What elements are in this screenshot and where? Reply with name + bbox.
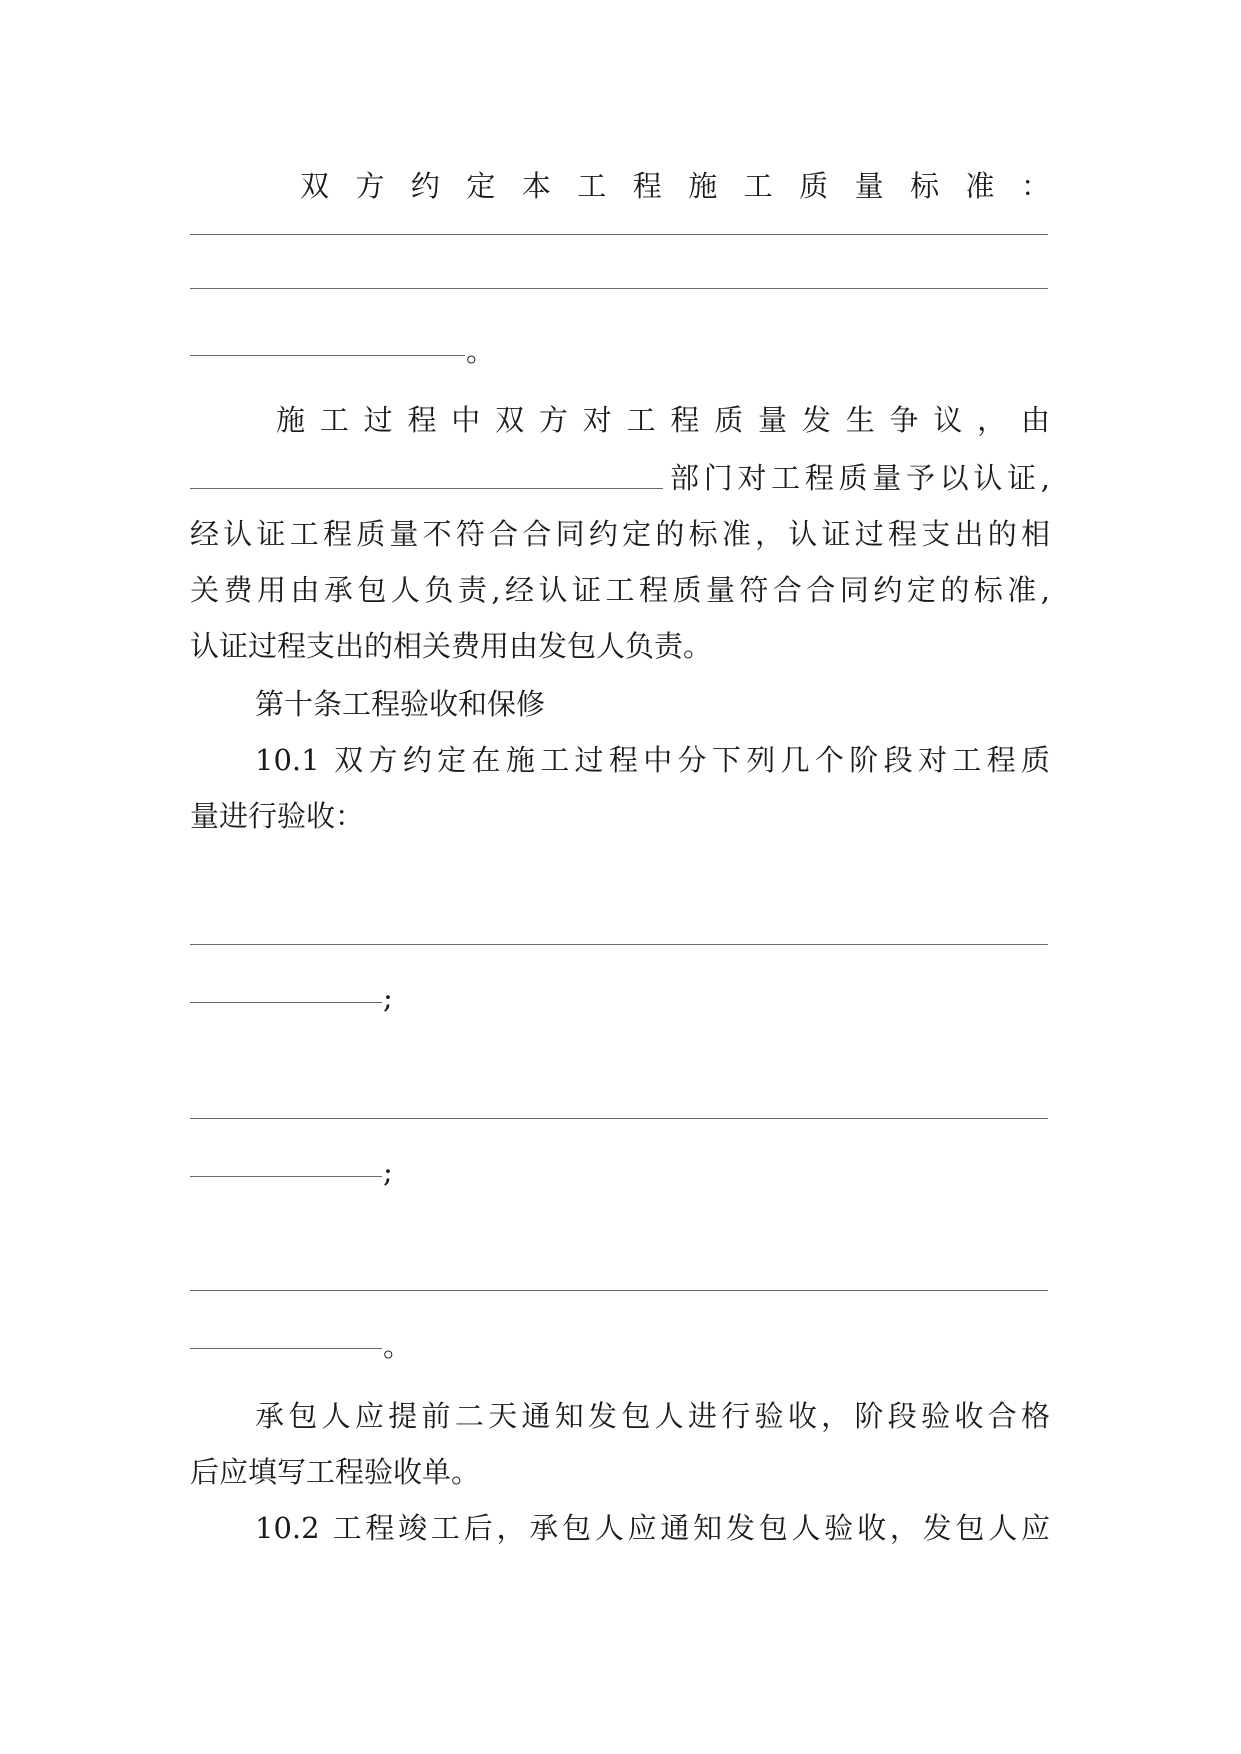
dispute-line-5: 认证过程支出的相关费用由发包人负责。 <box>190 629 713 663</box>
fill-in-blank[interactable] <box>190 488 663 489</box>
end-punctuation: 。 <box>383 1329 413 1363</box>
end-punctuation: ; <box>383 981 393 1015</box>
fill-in-blank[interactable] <box>190 1176 382 1177</box>
fill-in-blank[interactable] <box>190 234 1048 235</box>
clause-10-2-line-1: 10.2 工程竣工后，承包人应通知发包人验收，发包人应 <box>255 1511 1050 1545</box>
quality-standard-line: 双方约定本工程施工质量标准： <box>300 169 1050 203</box>
dispute-line-1: 施工过程中双方对工程质量发生争议，由 <box>276 403 1050 437</box>
clause-10-1-line-1: 10.1 双方约定在施工过程中分下列几个阶段对工程质 <box>255 743 1050 777</box>
dispute-line-2-tail: 部门对工程质量予以认证, <box>670 461 1050 495</box>
fill-in-blank[interactable] <box>190 944 1048 945</box>
fill-in-blank[interactable] <box>190 1002 382 1003</box>
fill-in-blank[interactable] <box>190 1348 382 1349</box>
fill-in-blank[interactable] <box>190 1290 1048 1291</box>
dispute-line-3: 经认证工程质量不符合合同约定的标准，认证过程支出的相 <box>190 517 1050 551</box>
article-10-heading: 第十条工程验收和保修 <box>255 687 546 721</box>
fill-in-blank[interactable] <box>190 1118 1048 1119</box>
clause-10-1-line-2: 量进行验收： <box>190 799 365 833</box>
notify-line-1: 承包人应提前二天通知发包人进行验收，阶段验收合格 <box>255 1399 1050 1433</box>
end-punctuation: ; <box>383 1155 393 1189</box>
end-punctuation: 。 <box>466 334 496 368</box>
dispute-line-4: 关费用由承包人负责,经认证工程质量符合合同约定的标准, <box>190 573 1050 607</box>
fill-in-blank[interactable] <box>190 355 465 356</box>
fill-in-blank[interactable] <box>190 288 1048 289</box>
notify-line-2: 后应填写工程验收单。 <box>190 1455 481 1489</box>
